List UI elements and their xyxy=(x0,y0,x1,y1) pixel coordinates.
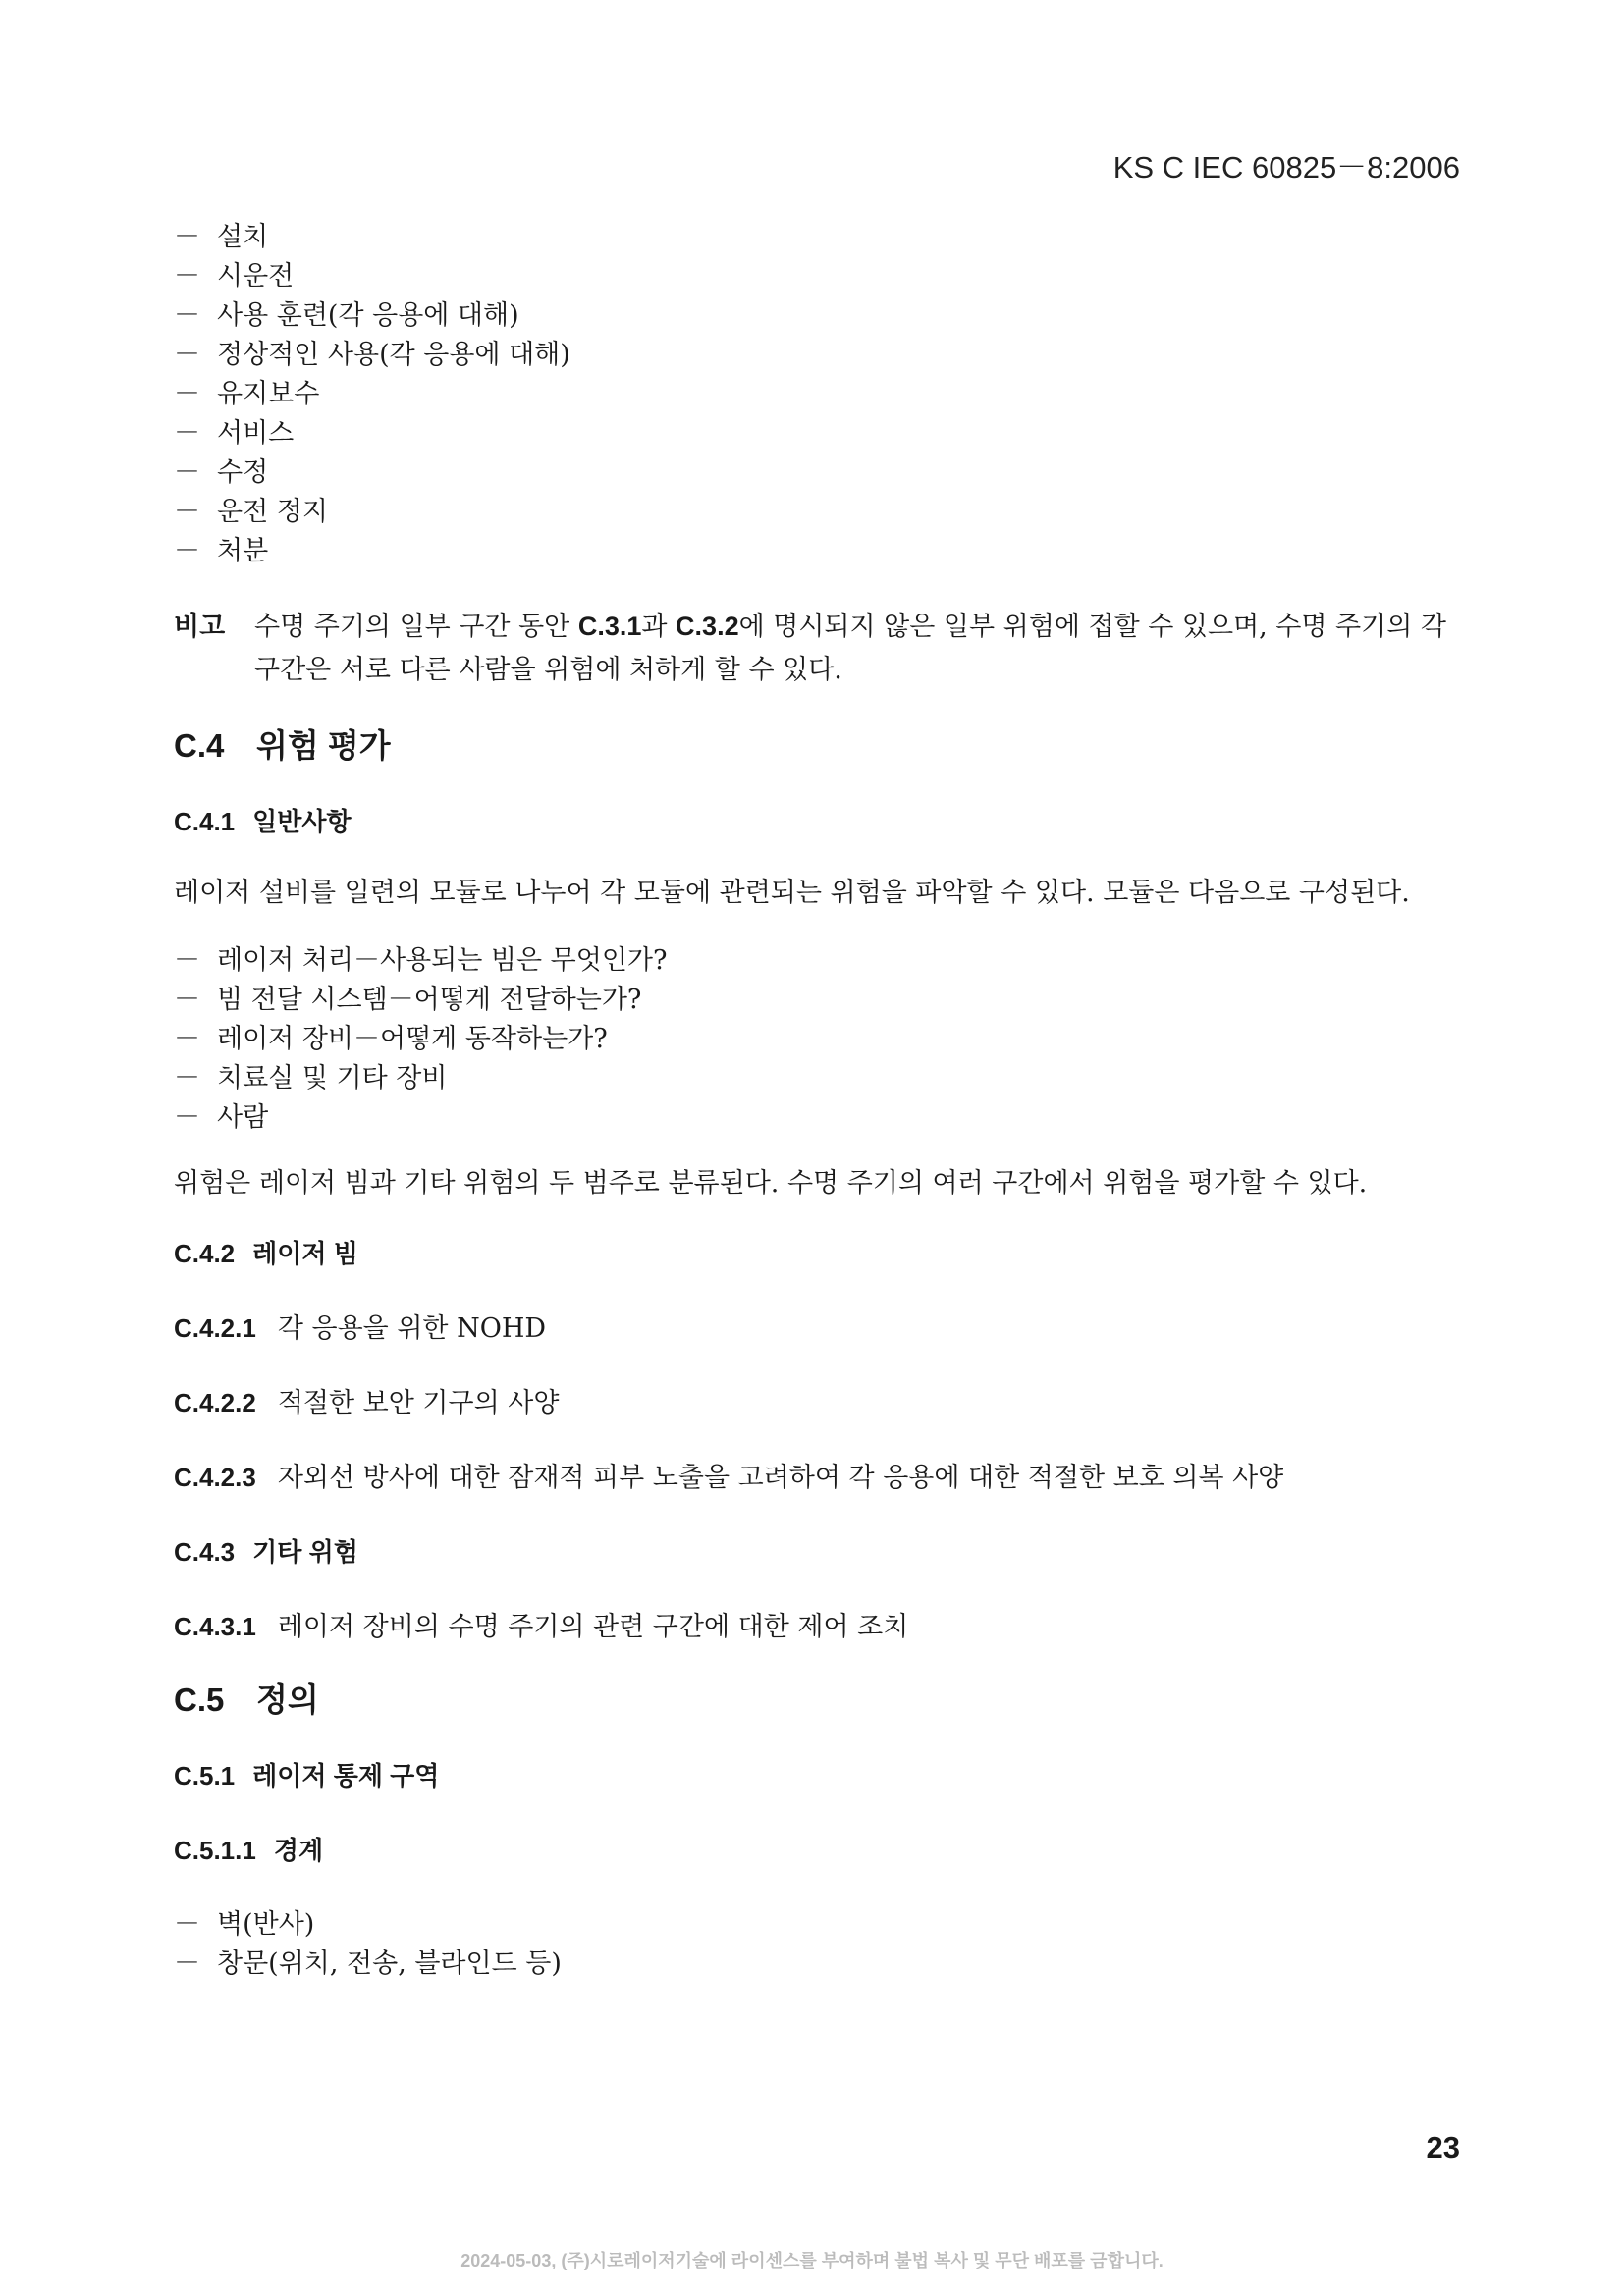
list-item: － 수정 xyxy=(174,457,269,488)
list-item: － 유지보수 xyxy=(174,379,320,409)
boundary-list xyxy=(174,1905,1462,1984)
list-item: － 설치 xyxy=(174,222,269,252)
note-block: 비고 수명 주기의 일부 구간 동안 C.3.1과 C.3.2에 명시되지 않은 일부 위험에 접할 수 있으며, 수명 주기의 각 구간은 서로 다른 사람을 위험에 처하게 할 수 있다. xyxy=(174,605,1462,692)
clause-c422: C.4.2.2 적절한 보안 기구의 사양 xyxy=(174,1388,560,1418)
section-heading-c511: C.5.1.1 경계 xyxy=(174,1836,324,1865)
paragraph-modules-intro: 레이저 설비를 일련의 모듈로 나누어 각 모듈에 관련되는 위험을 파악할 수 있다. 모듈은 다음으로 구성된다. xyxy=(174,878,1410,908)
section-heading-c4: C.4 위험 평가 xyxy=(174,727,391,764)
section-heading-c42: C.4.2 레이저 빔 xyxy=(174,1239,358,1268)
list-item: － 치료실 및 기타 장비 xyxy=(174,1063,448,1094)
section-heading-c51: C.5.1 레이저 통제 구역 xyxy=(174,1761,440,1790)
ref-c32: C.3.2 xyxy=(676,612,739,641)
paragraph-hazard-categories: 위험은 레이저 빔과 기타 위험의 두 범주로 분류된다. 수명 주기의 여러 구간에서 위험을 평가할 수 있다. xyxy=(174,1168,1368,1199)
clause-c423: C.4.2.3 자외선 방사에 대한 잠재적 피부 노출을 고려하여 각 응용에 대한 적절한 보호 의복 사양 xyxy=(174,1463,1284,1493)
list-item: － 레이저 처리－사용되는 빔은 무엇인가? xyxy=(174,945,668,976)
list-item: － 벽(반사) xyxy=(174,1909,315,1940)
list-item: － 처분 xyxy=(174,536,269,566)
list-item: － 서비스 xyxy=(174,418,295,449)
list-item: － 시운전 xyxy=(174,261,295,292)
list-item: － 레이저 장비－어떻게 동작하는가? xyxy=(174,1024,608,1054)
lifecycle-list xyxy=(174,218,1462,571)
section-heading-c5: C.5 정의 xyxy=(174,1682,319,1718)
note-label: 비고 xyxy=(174,612,226,641)
list-item: － 운전 정지 xyxy=(174,497,328,527)
list-item: － 정상적인 사용(각 응용에 대해) xyxy=(174,340,570,370)
list-item: － 창문(위치, 전송, 블라인드 등) xyxy=(174,1949,562,1979)
page-content xyxy=(174,218,1462,1984)
license-footer: 2024-05-03, (주)시로레이저기술에 라이센스를 부여하며 불법 복사 및 무단 배포를 금합니다. xyxy=(460,2251,1164,2270)
list-item: － 사람 xyxy=(174,1102,269,1133)
page-number: 23 xyxy=(1426,2130,1460,2164)
list-item: － 사용 훈련(각 응용에 대해) xyxy=(174,300,519,331)
section-heading-c41: C.4.1 일반사항 xyxy=(174,807,352,836)
list-item: － 빔 전달 시스템－어떻게 전달하는가? xyxy=(174,985,642,1015)
clause-c421: C.4.2.1 각 응용을 위한 NOHD xyxy=(174,1313,547,1344)
document-id: KS C IEC 60825－8:2006 xyxy=(1112,150,1460,185)
modules-list xyxy=(174,941,1462,1138)
ref-c31: C.3.1 xyxy=(577,612,642,641)
section-heading-c43: C.4.3 기타 위험 xyxy=(174,1537,358,1567)
clause-c431: C.4.3.1 레이저 장비의 수명 주기의 관련 구간에 대한 제어 조치 xyxy=(174,1612,909,1642)
